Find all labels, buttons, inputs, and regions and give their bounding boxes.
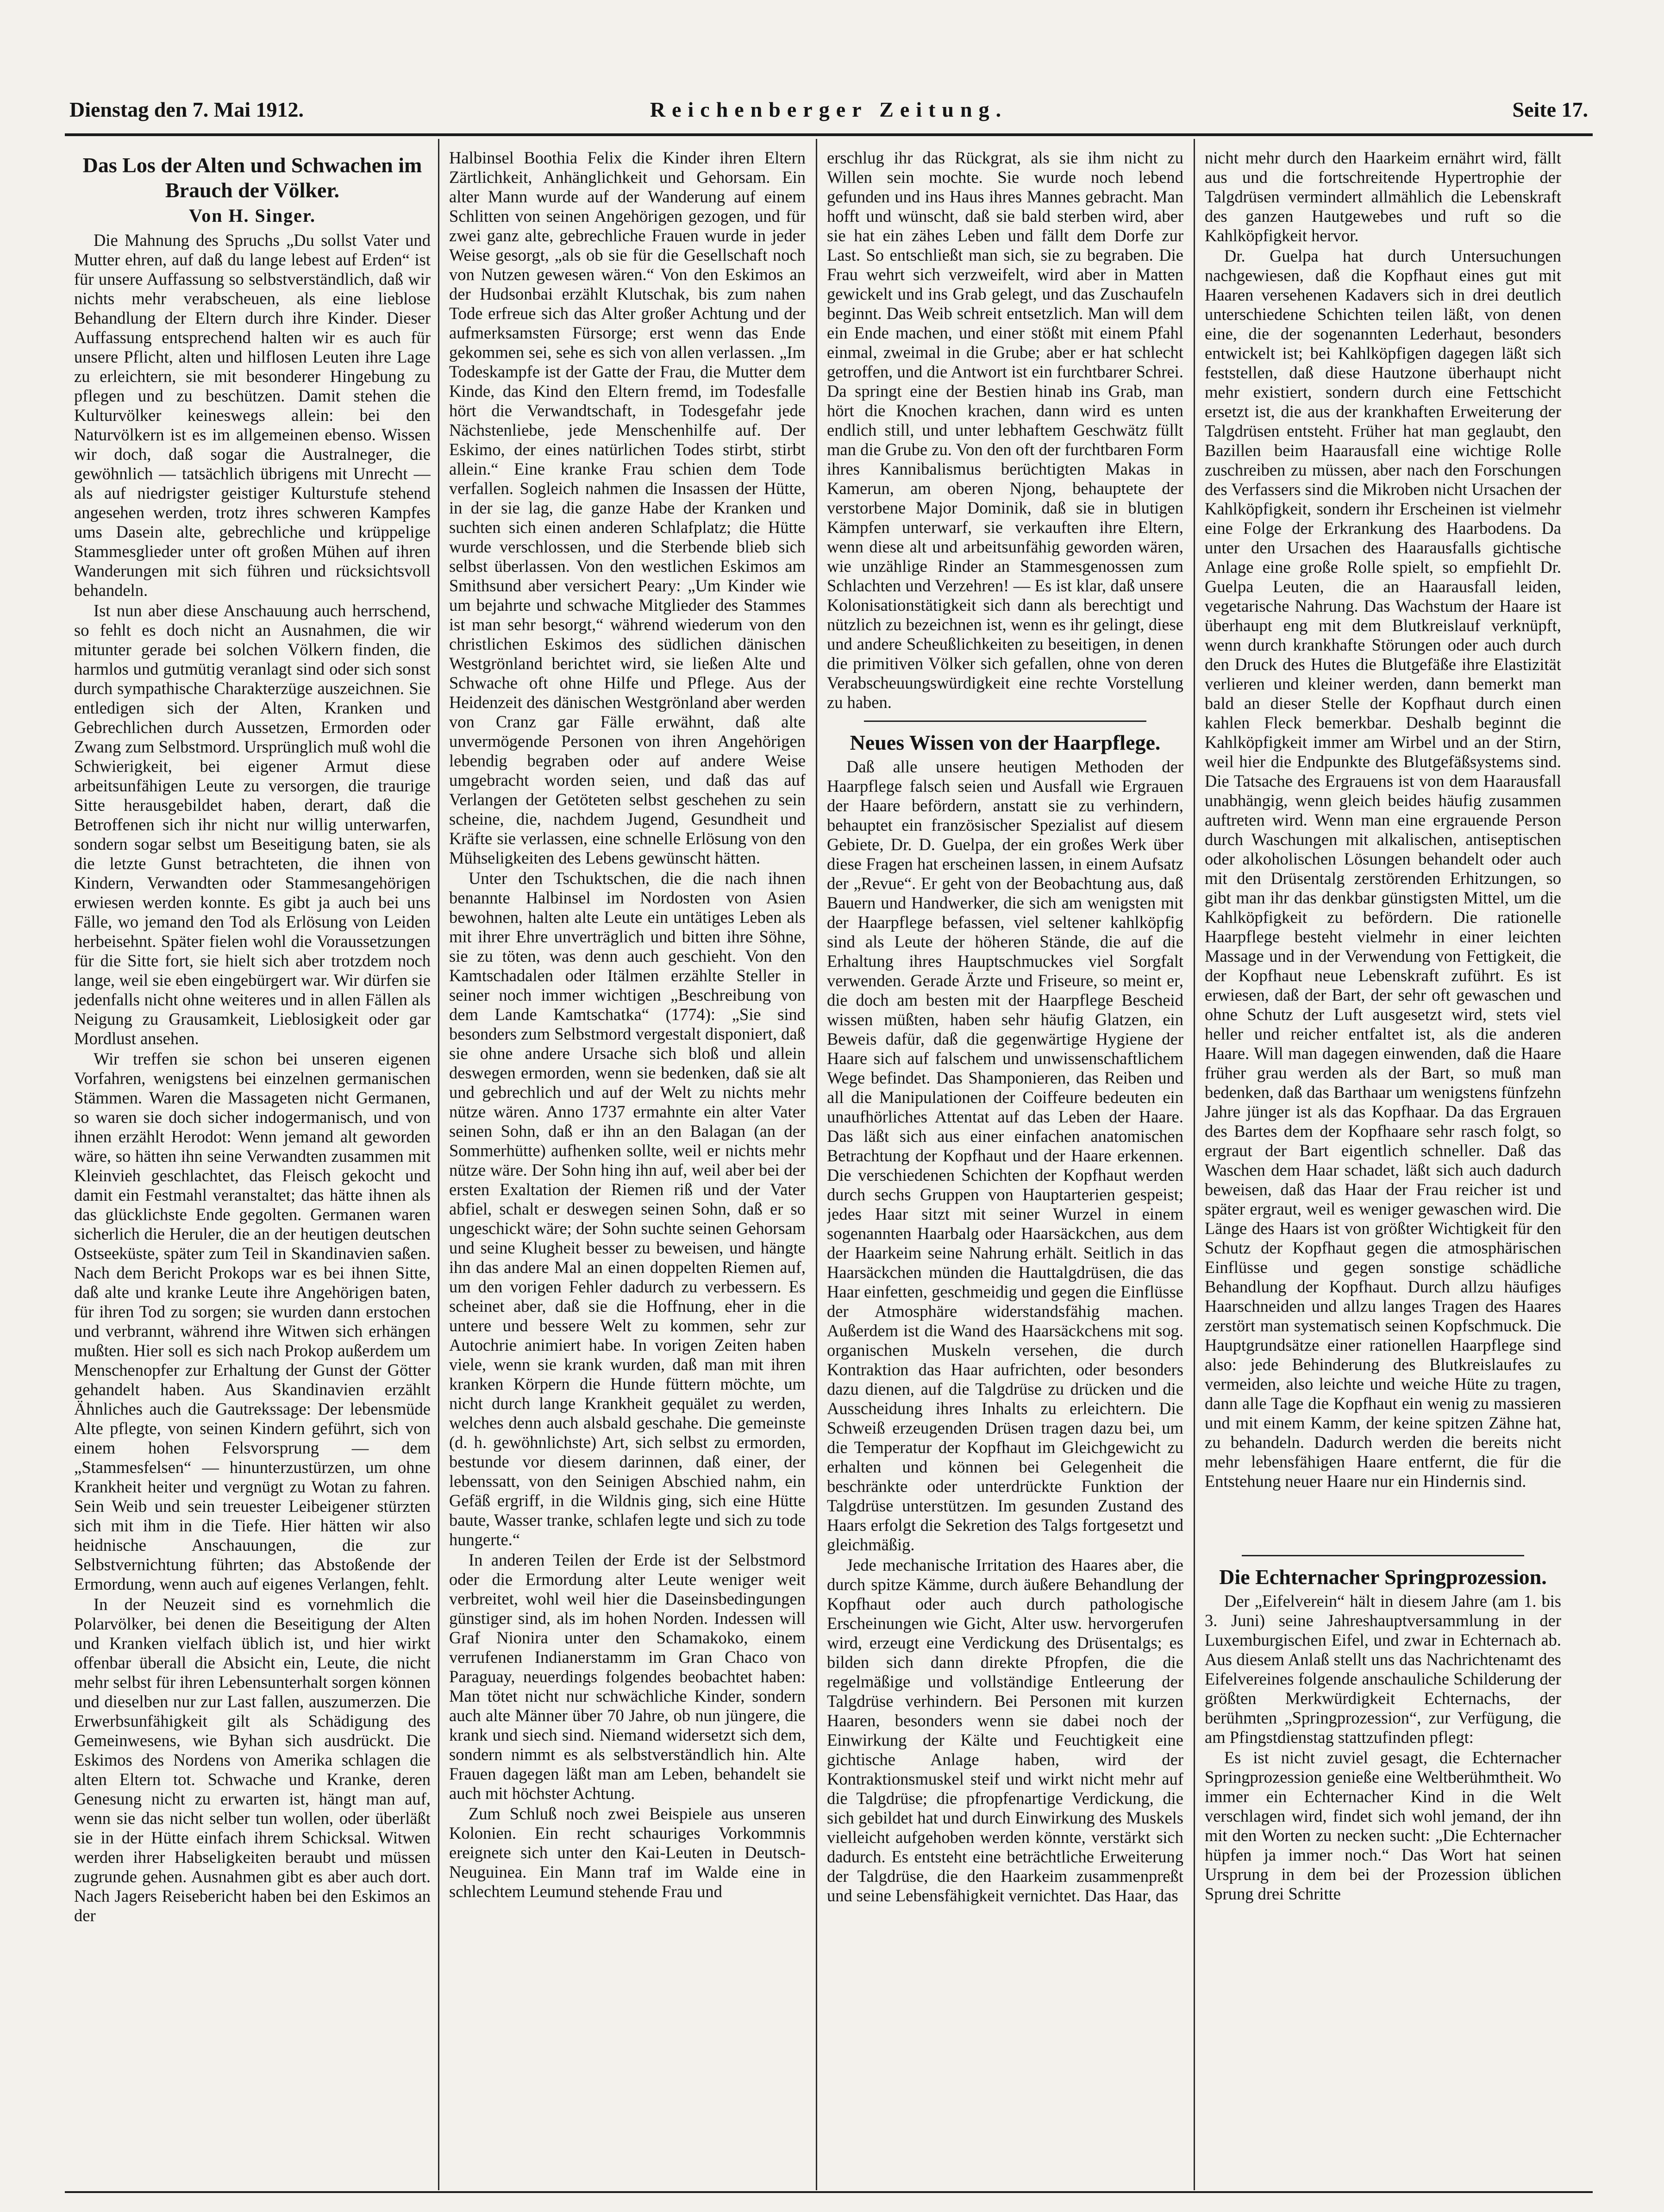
article-separator [1242,1555,1524,1556]
paragraph: Daß alle unsere heutigen Methoden der Haarpflege falsch seien und Ausfall wie Ergrauen der Haare befördern, anstatt sie zu verhindern, behauptet ein französischer Spezialist auf diesem Gebiete, Dr. D. Guelpa, der ein großes Werk über diese Fragen hat erscheinen lassen, in einem Aufsatz der „Revue“. Er geht von der Beobachtung aus, daß Bauern und Handwerker, die sich am wenigsten mit der Haarpflege befassen, viel seltener kahlköpfig sind als Leute der höheren Stände, die auf die Erhaltung ihres Hauptschmuckes viel Sorgfalt verwenden. Gerade Ärzte und Friseure, so meint er, die doch am besten mit der Haarpflege Bescheid wissen müßten, haben sehr häufig Glatzen, ein Beweis dafür, daß die gegenwärtige Hygiene der Haare sich auf falschem und unwissenschaftlichem Wege befindet. Das Shamponieren, das Reiben und all die Manipulationen der Coiffeure bedeuten ein unaufhörliches Attentat auf das Leben der Haare. Das läßt sich aus einer einfachen anatomischen Betrachtung der Kopfhaut und der Haare erkennen. Die verschiedenen Schichten der Kopfhaut werden durch sechs Gruppen von Hauptarterien gespeist; jedes Haar sitzt mit seiner Wurzel in einem sogenannten Haarbalg oder Haarsäckchen, aus dem der Haarkeim seine Nahrung erhält. Seitlich in das Haarsäckchen münden die Hauttalgdrüsen, die das Haar einfetten, geschmeidig und gegen die Einflüsse der Atmosphäre widerstandsfähig machen. Außerdem ist die Wand des Haarsäckchens mit sog. organischen Muskeln versehen, die durch Kontraktion das Haar aufrichten, oder besonders dazu dienen, auf die Talgdrüse zu drücken und die Ausscheidung ihres Inhalts zu erleichtern. Die Schweiß erzeugenden Drüsen tragen dazu bei, um die Temperatur der Kopfhaut im Gleichgewicht zu erhalten und können bei Gelegenheit die beschränkte oder unterdrückte Funktion der Talgdrüse unterstützen. Im gesunden Zustand des Haars erfolgt die Sekretion des Talgs fortgesetzt und gleichmäßig. [827,757,1183,1554]
paragraph: Dr. Guelpa hat durch Untersuchungen nachgewiesen, daß die Kopfhaut eines gut mit Haaren versehenen Kadavers sich in drei deutlich unterschiedene Schichten teilen läßt, von denen eine, die der sogenannten Lederhaut, besonders entwickelt ist; bei Kahlköpfigen dagegen läßt sich feststellen, daß diese Hautzone überhaupt nicht mehr existiert, sondern durch eine Fettschicht ersetzt ist, die aus der krankhaften Erweiterung der Talgdrüsen entsteht. Früher hat man geglaubt, den Bazillen beim Haarausfall eine wichtige Rolle zuschreiben zu müssen, aber nach den Forschungen des Verfassers sind die Mikroben nicht Ursachen der Kahlköpfigkeit, sondern ihr Erscheinen ist vielmehr eine Folge der Erkrankung des Haarbodens. Da unter den Ursachen des Haarausfalls gichtische Anlage eine große Rolle spielt, so empfiehlt Dr. Guelpa Leuten, die an Haarausfall leiden, vegetarische Nahrung. Das Wachstum der Haare ist überhaupt eng mit dem Blutkreislauf verknüpft, wenn durch krankhafte Störungen oder auch durch den Druck des Hutes die Blutgefäße ihre Elastizität verlieren und kleiner werden, dann bemerkt man bald an dieser Stelle der Kopfhaut durch einen kahlen Fleck bemerkbar. Deshalb beginnt die Kahlköpfigkeit immer am Wirbel und an der Stirn, weil hier die Endpunkte des Blutgefäßsystems sind. Die Tatsache des Ergrauens ist von dem Haarausfall unabhängig, wenn gleich beides häufig zusammen auftreten wird. Wenn man eine ergrauende Person durch Waschungen mit alkalischen, antiseptischen oder alkoholischen Lösungen behandelt oder auch mit den Drüsentalg zerstörenden Erhitzungen, so gibt man ihr das denkbar günstigsten Mittel, um die Kahlköpfigkeit zu befördern. Die rationelle Haarpflege besteht vielmehr in einer leichten Massage und in der Verwendung von Fettigkeit, die der Kopfhaut neue Lebenskraft zuführt. Es ist erwiesen, daß der Bart, der sehr oft gewaschen und ohne Schutz der Luft ausgesetzt wird, stets viel heller und reicher entfaltet ist, als die anderen Haare. Will man dagegen einwenden, daß die Haare früher grau werden als der Bart, so muß man bedenken, daß das Barthaar um wenigstens fünfzehn Jahre jünger ist als das Kopfhaar. Da das Ergrauen des Bartes dem der Kopfhaare sehr rasch folgt, so ergraut der Bart eigentlich schneller. Daß das Waschen dem Haar schadet, läßt sich auch dadurch beweisen, daß das Haar der Frau reicher ist und später ergraut, weil es weniger gewaschen wird. Die Länge des Haars ist von größter Wichtigkeit für den Schutz der Kopfhaut gegen die atmosphärischen Einflüsse und gegen sonstige schädliche Behandlung der Kopfhaut. Durch allzu häufiges Haarschneiden und allzu langes Tragen des Haares zerstört man systematisch seinen Kopfschmuck. Die Hauptgrundsätze einer rationellen Haarpflege sind also: jede Behinderung des Blutkreislaufes zu vermeiden, also leichte und weiche Hüte zu tragen, dann alle Tage die Kopfhaut ein wenig zu massieren und mit einem Kamm, der keine spitzen Zähne hat, zu behandeln. Dadurch werden die bereits nicht mehr lebensfähigen Haare entfernt, die für die Entstehung neuer Haare nur ein Hindernis sind. [1205,246,1561,1491]
page-number: Seite 17. [1512,98,1588,121]
paragraph: Wir treffen sie schon bei unseren eigenen Vorfahren, wenigstens bei einzelnen germanischen Stämmen. Waren die Massageten nicht Germanen, so waren sie doch sicher indogermanisch, und von ihnen erzählt Herodot: Wenn jemand alt geworden wäre, so hätten ihn seine Verwandten zusammen mit Kleinvieh geschlachtet, das Fleisch gekocht und damit ein Festmahl veranstaltet; das hätte ihnen als das glücklichste Ende gegolten. Germanen waren sicherlich die Heruler, die an der heutigen deutschen Ostseeküste, später zum Teil in Skandinavien saßen. Nach dem Bericht Prokops war es bei ihnen Sitte, daß alte und kranke Leute ihre Angehörigen baten, für ihren Tod zu sorgen; sie wurden dann erstochen und verbrannt, während ihre Witwen sich erhängen mußten. Hier soll es sich nach Prokop außerdem um Menschenopfer zur Erhaltung der Gunst der Götter gehandelt haben. Aus Skandinavien erzählt Ähnliches auch die Gautrekssage: Der lebensmüde Alte pflegte, von seinen Kindern geführt, sich von einem hohen Felsvorsprung — dem „Stammesfelsen“ — hinunterzustürzen, um ohne Krankheit heiter und vergnügt zu Wotan zu fahren. Sein Weib und sein treuester Leibeigener stürzten sich mit ihm in die Tiefe. Hier hätten wir also heidnische Anschauungen, die zur Selbstvernichtung führten; das Abstoßende der Ermordung, wenn auch auf eigenes Verlangen, fehlt. [74,1049,431,1593]
column-divider [1194,139,1195,2190]
paragraph: nicht mehr durch den Haarkeim ernährt wird, fällt aus und die fortschreitende Hypertrophie der Talgdrüsen vermindert allmählich die Lebenskraft des ganzen Hautgewebes und ruft so die Kahlköpfigkeit hervor. [1205,148,1561,245]
paragraph: In anderen Teilen der Erde ist der Selbstmord oder die Ermordung alter Leute weniger weit verbreitet, wohl weil hier die Daseinsbedingungen günstiger sind, als im hohen Norden. Indessen will Graf Nionira unter den Schamakoko, einem verrufenen Indianerstamm im Gran Chaco von Paraguay, neuerdings folgendes beobachtet haben: Man tötet nicht nur schwächliche Kinder, sondern auch alte Männer über 70 Jahre, ob nun jüngere, die krank und siech sind. Niemand widersetzt sich dem, sondern nimmt es als selbstverständlich hin. Alte Frauen dagegen läßt man am Leben, behandelt sie auch mit höchster Achtung. [449,1550,806,1803]
paragraph: Jede mechanische Irritation des Haares aber, die durch spitze Kämme, durch äußere Behandlung der Kopfhaut oder auch durch pathologische Erscheinungen wie Gicht, Alter usw. hervorgerufen wird, erzeugt eine Verdickung des Drüsentalgs; es bilden sich dann direkte Pfropfen, die die regelmäßige und vollständige Entleerung der Talgdrüse verhindern. Bei Personen mit kurzen Haaren, besonders wenn sie dabei noch der Einwirkung der Kälte und Feuchtigkeit eine gichtische Anlage haben, wird der Kontraktionsmuskel steif und wirkt nicht mehr auf die Talgdrüse; die pfropfenartige Verdickung, die sich gebildet hat und durch Einwirkung des Muskels vielleicht aufgehoben werden könnte, verstärkt sich dadurch. Es entsteht eine beträchtliche Erweiterung der Talgdrüse, die den Haarkeim zusammenpreßt und seine Lebensfähigkeit vernichtet. Das Haar, das [827,1555,1183,1905]
paragraph: Es ist nicht zuviel gesagt, die Echternacher Springprozession genieße eine Weltberühmtheit. Wo immer ein Echternacher Kind in die Welt verschlagen wird, findet sich wohl jemand, der ihn mit den Worten zu necken sucht: „Die Echternacher hüpfen ja immer noch.“ Das Wort hat seinen Ursprung in dem bei der Prozession üblichen Sprung drei Schritte [1205,1748,1561,1903]
column-4 [1205,148,1561,2186]
issue-date: Dienstag den 7. Mai 1912. [69,98,304,121]
haarpflege-continuation [1205,148,1561,1547]
paragraph: Unter den Tschuktschen, die die nach ihnen benannte Halbinsel im Nordosten von Asien bewohnen, halten alte Leute ein untätiges Leben als mit ihrer Ehre unverträglich und bitten ihre Söhne, sie zu töten, was denn auch geschieht. Von den Kamtschadalen oder Itälmen erzählte Steller in seiner noch immer wichtigen „Beschreibung von dem Lande Kamtschatka“ (1774): „Sie sind besonders zum Selbstmord vergestalt disponiert, daß sie ohne andere Ursache sich bloß und allein deswegen ermorden, wenn sie bedenken, daß sie alt und gebrechlich und auf der Welt zu nichts mehr nütze wären. Anno 1737 ermahnte ein alter Vater seinen Sohn, daß er ihn an den Balagan (an der Sommerhütte) aufhenken sollte, weil er nichts mehr nütze wäre. Der Sohn hing ihn auf, weil aber bei der ersten Exaltation der Riemen riß und der Vater abfiel, schalt er deswegen seinen Sohn, daß er so ungeschickt wäre; der Sohn suchte seinen Gehorsam und seine Klugheit besser zu beweisen, und hängte ihn das andere Mal an einen doppelten Riemen auf, um den vorigen Fehler dadurch zu verbessern. Es scheinet aber, daß sie die Hoffnung, eher in die untere und bessere Welt zu kommen, sehr zur Autochrie animiert habe. In vorigen Zeiten haben viele, wenn sie krank wurden, daß man mit ihren kranken Körpern die Hunde füttern möchte, um nicht durch lange Krankheit gequälet zu werden, welches denn auch alsbald geschahe. Die gemeinste (d. h. gewöhnlichste) Art, sich selbst zu ermorden, bestunde vor diesem darinnen, daß einer, der lebenssatt, von den Seinigen Abschied nahm, ein Gefäß ergriff, in die Wildnis ging, sich eine Hütte baute, Wasser tranke, schlafen legte und sich zu tode hungerte.“ [449,869,806,1549]
column-divider [816,139,817,2190]
paragraph: Der „Eifelverein“ hält in diesem Jahre (am 1. bis 3. Juni) seine Jahreshauptversammlung in der Luxemburgischen Eifel, und zwar in Echternach ab. Aus diesem Anlaß stellt uns das Nachrichtenamt des Eifelvereines folgende anschauliche Schilderung der größten Merkwürdigkeit Echternachs, der berühmten „Springprozession“, zur Verfügung, die am Pfingstdienstag stattzufinden pflegt: [1205,1592,1561,1747]
column-3 [827,148,1183,2186]
article-separator [864,721,1146,722]
paragraph: In der Neuzeit sind es vornehmlich die Polarvölker, bei denen die Beseitigung der Alten und Kranken vielfach üblich ist, und hier wirkt offenbar überall die Absicht ein, Leute, die nicht mehr selbst für ihren Lebensunterhalt sorgen können und dieselben nur zur Last fallen, auszumerzen. Die Erwerbsunfähigkeit gilt als Schädigung des Gemeinwesens, wie Byhan sich ausdrückt. Die Eskimos des Nordens von Amerika schlagen die alten Eltern tot. Schwache und Kranke, deren Genesung nicht zu erwarten ist, hängt man auf, wenn sie das nicht selber tun wollen, oder überläßt sie in der Hütte einfach ihrem Schicksal. Witwen werden ihrer Habseligkeiten beraubt und müssen zugrunde gehen. Ausnahmen gibt es aber auch dort. Nach Jagers Reisebericht haben bei den Eskimos an der [74,1595,431,1925]
page-header [69,97,1588,130]
paragraph: Die Mahnung des Spruchs „Du sollst Vater und Mutter ehren, auf daß du lange lebest auf Erden“ ist für unsere Auffassung so selbstverständlich, daß wir nichts mehr verabscheuen, als eine lieblose Behandlung der Eltern durch ihre Kinder. Dieser Auffassung entsprechend halten wir es auch für unsere Pflicht, alten und hilflosen Leuten ihre Lage zu erleichtern, sie mit besonderer Hingebung zu pflegen und zu beschützen. Damit stehen die Kulturvölker keineswegs allein: bei den Naturvölkern ist es im allgemeinen ebenso. Wissen wir doch, daß sogar die Australneger, die gewöhnlich — tatsächlich übrigens mit Unrecht — als auf niedrigster geistiger Kulturstufe stehend angesehen werden, trotz ihres schweren Kampfes ums Dasein alte, gebrechliche und krüppelige Stammesglieder unter oft großen Mühen auf ihren Wanderungen mit sich führen und rücksichtsvoll behandeln. [74,231,431,600]
newspaper-name: Reichenberger Zeitung. [650,98,1008,121]
footer-rule [65,2191,1593,2193]
article-title: Das Los der Alten und Schwachen im Brauch der Völker. [82,153,422,202]
paragraph: Ist nun aber diese Anschauung auch herrschend, so fehlt es doch nicht an Ausnahmen, die wir mitunter gerade bei solchen Völkern finden, die harmlos und gutmütig veranlagt sind oder sich sonst durch sympathische Charakterzüge auszeichnen. Sie entledigen sich der Alten, Kranken und Gebrechlichen durch Aussetzen, Ermorden oder Zwang zum Selbstmord. Ursprünglich muß wohl die Schwierigkeit, bei eigener Armut diese arbeitsunfähigen Leute zu versorgen, die traurige Sitte herausgebildet haben, derart, daß die Betroffenen sich ihr nicht nur willig unterwarfen, sondern sogar selbst um Beseitigung baten, sie als die letzte Gunst betrachteten, die ihnen von Kindern, Verwandten oder Stammesangehörigen erwiesen werden konnte. Es gibt ja auch bei uns Fälle, wo jemand den Tod als Erlösung von Leiden herbeisehnt. Später fielen wohl die Voraussetzungen für die Sitte fort, sie hielt sich aber trotzdem noch lange, weil sie eben eingebürgert war. Wir dürfen sie jedenfalls nicht ohne weiteres und in allen Fällen als Neigung zu Grausamkeit, Lieblosigkeit oder gar Mordlust ansehen. [74,601,431,1048]
column-2 [449,148,806,2186]
column-1 [74,148,431,2186]
article-title: Die Echternacher Springprozession. [1219,1565,1547,1589]
article-byline: Von H. Singer. [188,205,316,226]
column-divider [438,139,439,2190]
paragraph: erschlug ihr das Rückgrat, als sie ihm nicht zu Willen sein mochte. Sie wurde noch lebend gefunden und ins Haus ihres Mannes gebracht. Man hofft und wünscht, daß sie bald sterben wird, aber sie hat ein zähes Leben und fällt dem Dorfe zur Last. So entschließt man sich, sie zu begraben. Die Frau wehrt sich verzweifelt, wird aber in Matten gewickelt und ins Grab gelegt, und das Zuschaufeln beginnt. Das Weib schreit entsetzlich. Man will dem ein Ende machen, und einer stößt mit einem Pfahl einmal, zweimal in die Grube; aber er hat schlecht getroffen, und die Antwort ist ein furchtbarer Schrei. Da springt eine der Bestien hinab ins Grab, man hört die Knochen krachen, dann wird es unten endlich still, und unter lebhaftem Geschwätz füllt man die Grube zu. Von den oft der furchtbaren Form ihres Kannibalismus berüchtigten Makas in Kamerun, am oberen Njong, behauptete der verstorbene Major Dominik, daß sie in blutigen Kämpfen unterwarf, sie verkauften ihre Eltern, wenn diese alt und arbeitsunfähig geworden wären, wie unzählige Rinder an Stammesgenossen zum Schlachten und Verzehren! — Es ist klar, daß unsere Kolonisationstätigkeit sich dann als berechtigt und nützlich zu bezeichnen ist, wenn es ihr gelingt, diese und andere Scheußlichkeiten zu beseitigen, in denen die primitiven Völker sich gefallen, ohne von deren Verabscheuungswürdigkeit eine rechte Vorstellung zu haben. [827,148,1183,712]
paragraph: Zum Schluß noch zwei Beispiele aus unseren Kolonien. Ein recht schauriges Vorkommnis ereignete sich unter den Kai-Leuten in Deutsch-Neuguinea. Ein Mann traf im Walde eine in schlechtem Leumund stehende Frau und [449,1804,806,1901]
paragraph: Halbinsel Boothia Felix die Kinder ihren Eltern Zärtlichkeit, Anhänglichkeit und Gehorsam. Ein alter Mann wurde auf der Wanderung auf einem Schlitten von seinen Angehörigen gezogen, und für zwei ganz alte, gebrechliche Frauen wurde in jeder Weise gesorgt, „als ob sie für die Gesellschaft noch von Nutzen gewesen wären.“ Von den Eskimos an der Hudsonbai erzählt Klutschak, bis zum nahen Tode erfreue sich das Alter großer Achtung und der aufmerksamsten Fürsorge; erst wenn das Ende gekommen sei, sehe es sich von allen verlassen. „Im Todeskampfe ist der Gatte der Frau, die Mutter dem Kinde, das Kind den Eltern fremd, im Todesfalle hört die Verwandtschaft, in Todesgefahr jede Nächstenliebe, jede Menschenhilfe auf. Der Eskimo, der eines natürlichen Todes stirbt, stirbt allein.“ Eine kranke Frau schien dem Tode verfallen. Sogleich nahmen die Insassen der Hütte, in der sie lag, die ganze Habe der Kranken und suchten sich einen anderen Schlafplatz; die Hütte wurde verschlossen, und die Sterbende blieb sich selbst überlassen. Von den westlichen Eskimos am Smithsund aber versichert Peary: „Um Kinder wie um bejahrte und schwache Mitglieder des Stammes ist man sehr besorgt,“ während wiederum von den christlichen Eskimos des südlichen dänischen Westgrönland berichtet wird, sie ließen Alte und Schwache oft ohne Hilfe und Pflege. Aus der Heidenzeit des dänischen Westgrönland aber werden von Cranz gar Fälle erwähnt, daß alte unvermögende Personen von ihren Angehörigen lebendig begraben oder auf andere Weise umgebracht worden seien, und daß das auf Verlangen der Getöteten selbst geschehen zu sein scheine, die, nachdem Jugend, Gesundheit und Kräfte sie verlassen, eine schnelle Erlösung von den Mühseligkeiten des Lebens gewünscht hätten. [449,148,806,867]
article-title: Neues Wissen von der Haarpflege. [850,731,1161,754]
header-rule [65,133,1593,136]
